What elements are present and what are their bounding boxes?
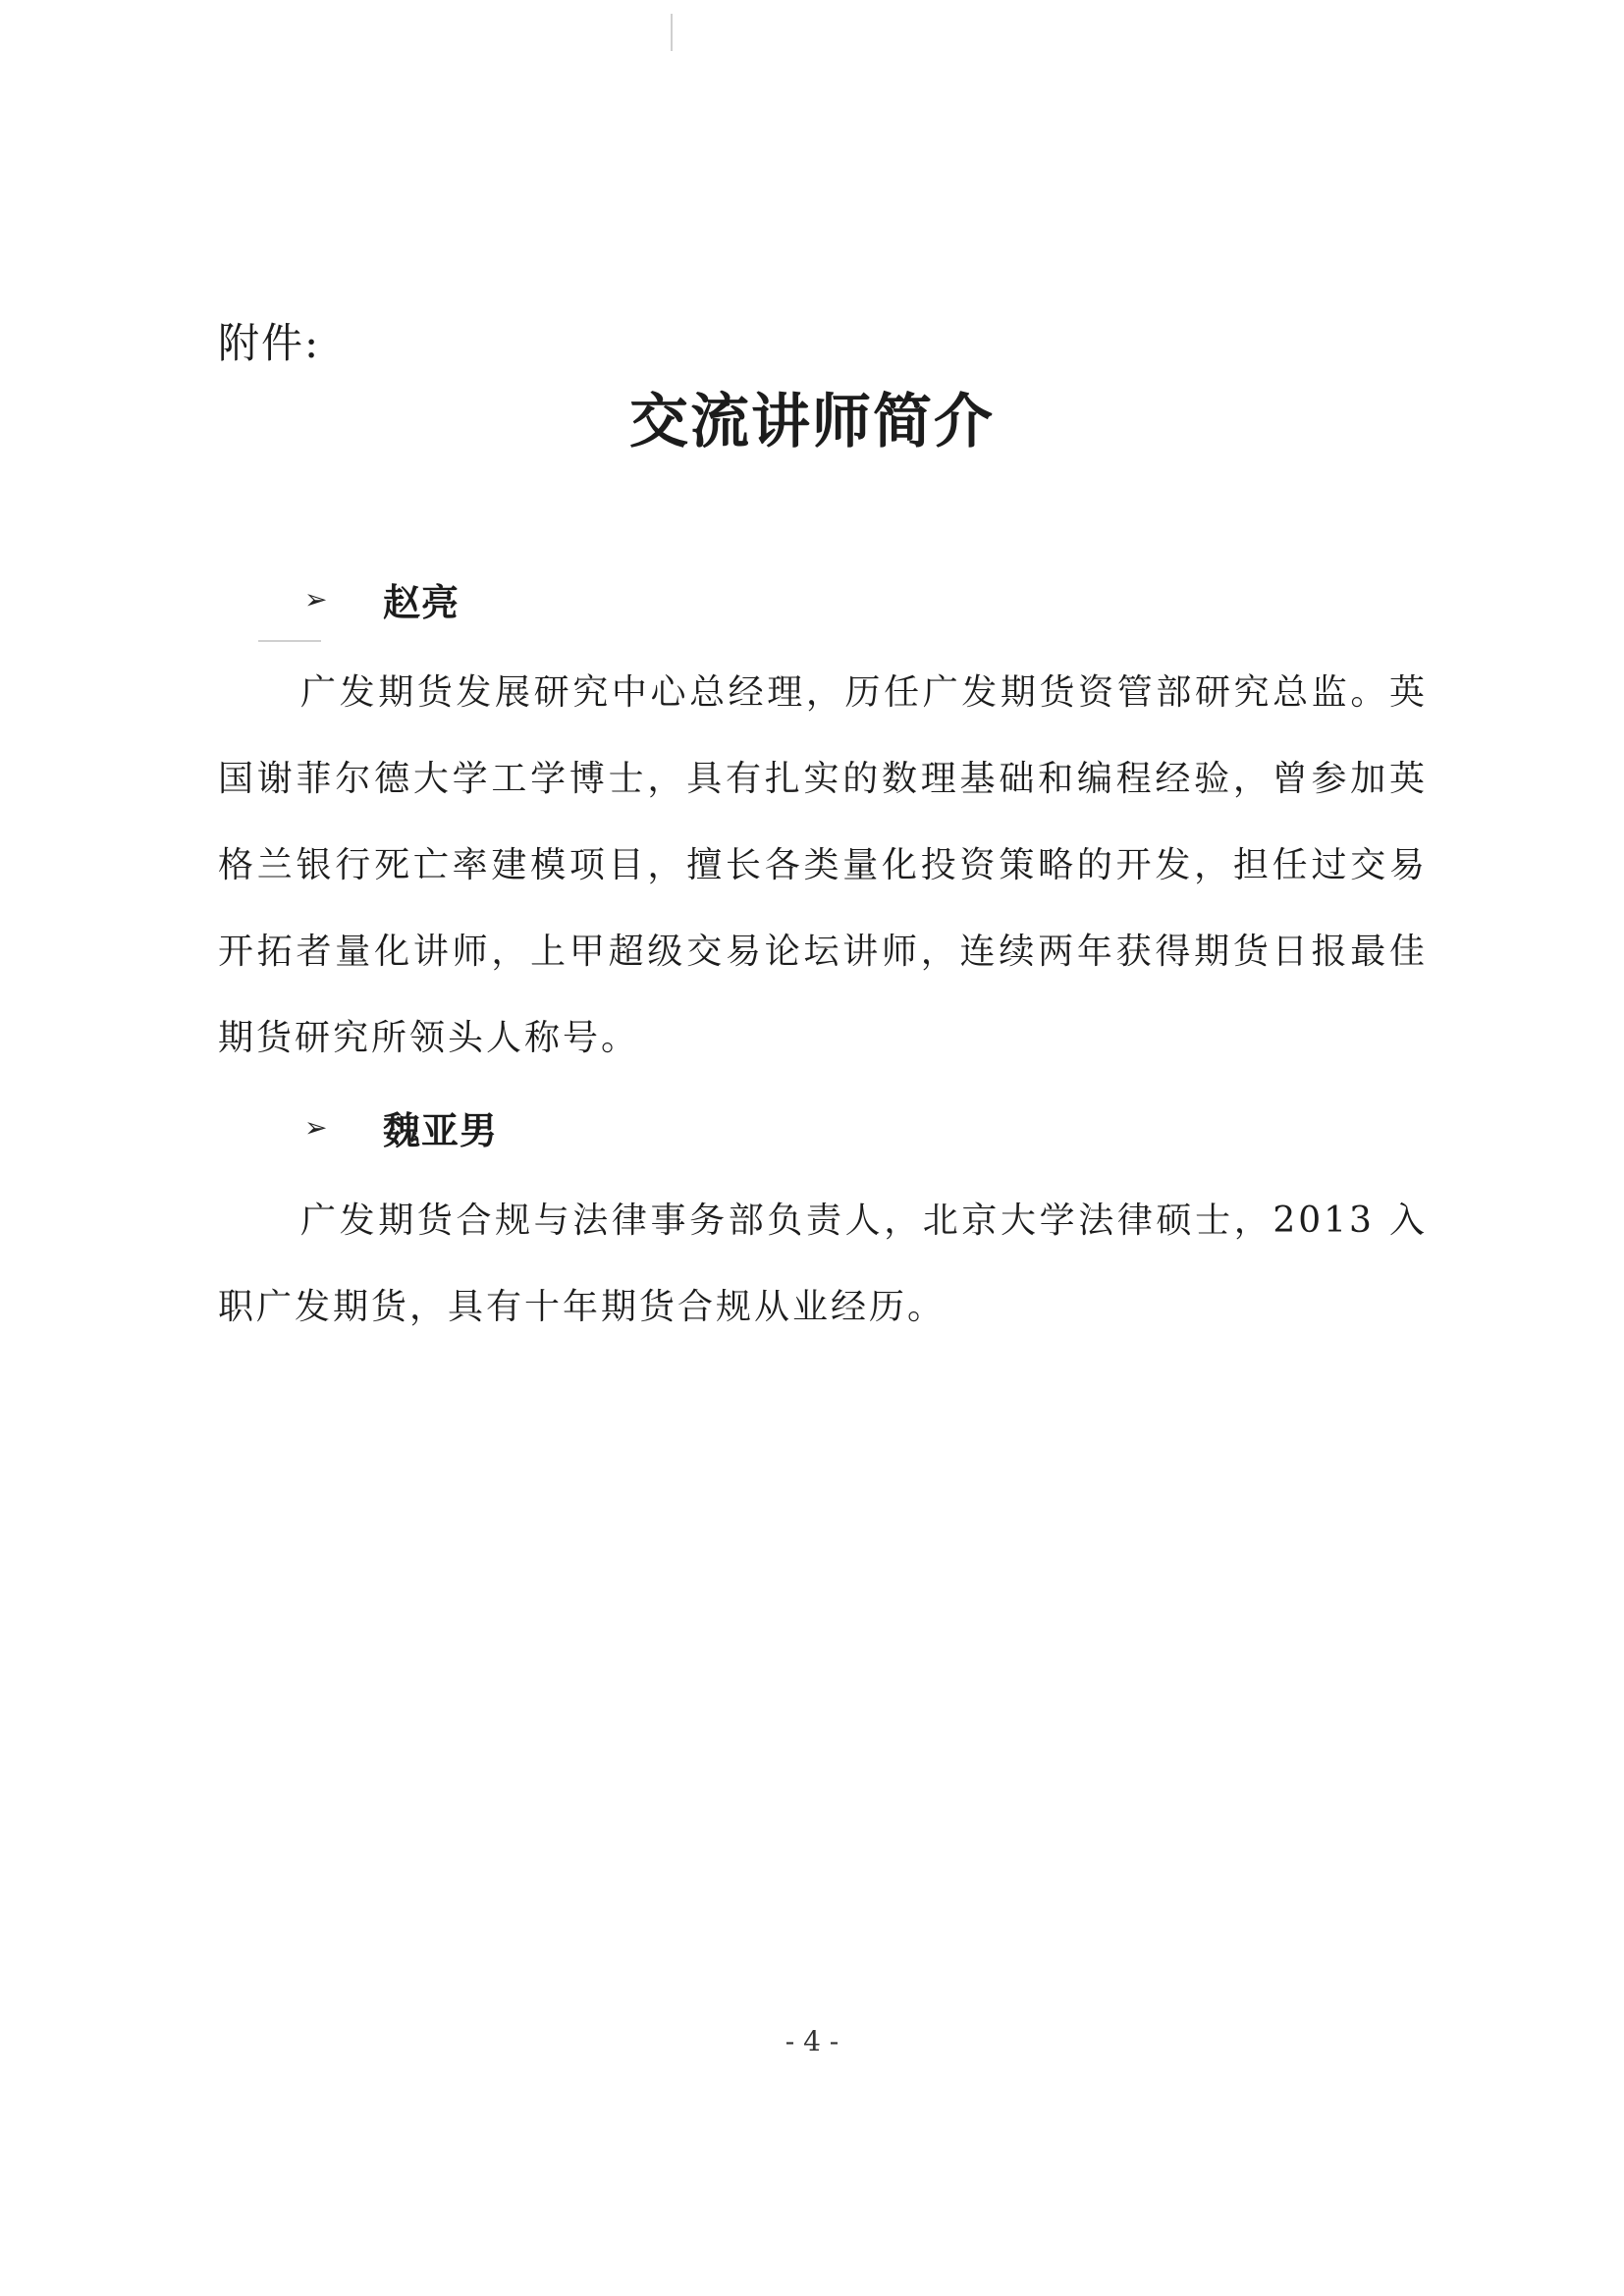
lecturer-section xyxy=(218,1097,1428,1351)
page-title: 交流讲师简介 xyxy=(629,388,995,456)
scan-artifact xyxy=(671,14,673,51)
lecturer-bio: 广发期货合规与法律事务部负责人，北京大学法律硕士，2013 入职广发期货，具有十年期货合规从业经历。 xyxy=(218,1201,1428,1327)
lecturer-heading xyxy=(218,1097,1428,1156)
lecturer-section xyxy=(218,569,1428,1082)
lecturer-bio: 广发期货发展研究中心总经理，历任广发期货资管部研究总监。英国谢菲尔德大学工学博士，具有扎实的数理基础和编程经验，曾参加英格兰银行死亡率建模项目，擅长各类量化投资策略的开发，担任过交易开拓者量化讲师，上甲超级交易论坛讲师，连续两年获得期货日报最佳期货研究所领头人称号。 xyxy=(218,672,1428,1058)
lecturer-name: 赵亮 xyxy=(383,580,460,624)
attachment-label: 附件: xyxy=(218,319,321,367)
arrow-bullet-icon: ➢ xyxy=(304,1110,328,1144)
lecturer-heading xyxy=(218,569,1428,628)
lecturer-name: 魏亚男 xyxy=(383,1108,499,1152)
arrow-bullet-icon: ➢ xyxy=(304,582,328,615)
page-number: - 4 - xyxy=(785,2025,839,2057)
